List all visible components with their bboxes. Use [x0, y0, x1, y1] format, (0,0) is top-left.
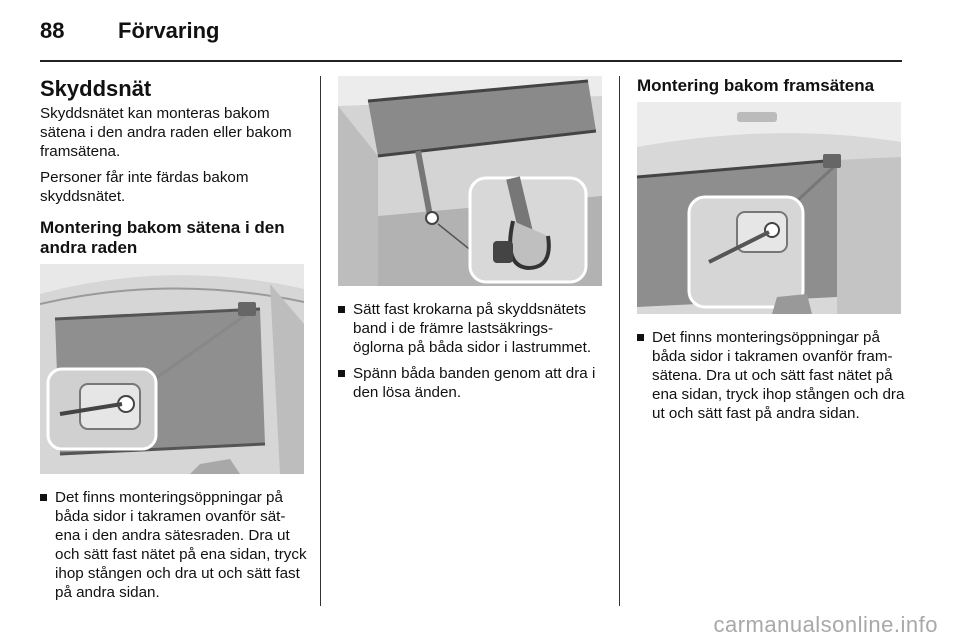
bullet-square-icon	[40, 494, 47, 501]
header-rule	[40, 60, 902, 62]
page-number: 88	[40, 18, 65, 43]
column-3	[637, 76, 905, 430]
instruction-list	[338, 300, 604, 402]
front-seats-mounting-illustration	[637, 102, 901, 314]
bullet-square-icon	[338, 370, 345, 377]
list-item	[338, 300, 604, 357]
column-divider-left	[320, 76, 321, 606]
column-2	[338, 76, 604, 409]
bullet-square-icon	[338, 306, 345, 313]
instruction-list	[637, 328, 905, 423]
list-item-text: Spänn båda banden genom att dra i den lösa änden.	[353, 365, 596, 401]
page-header	[0, 0, 960, 62]
column-divider-right	[619, 76, 620, 606]
subheading-second-row: Montering bakom sätena i den andra raden	[40, 218, 285, 257]
intro-paragraph: Skyddsnätet kan monteras bakom sätena i den andra raden eller bakom framsätena.	[40, 105, 292, 160]
bullet-square-icon	[637, 334, 644, 341]
list-item	[637, 328, 905, 423]
list-item	[40, 488, 308, 602]
list-item-text: Det finns monteringsöppningar på båda sidor i takramen ovanför sät- ena i den andra sätesraden. Dra ut och sätt fast nätet på ena sidan, tryck ihop stången och dra ut och sätt fast på andra sidan.	[55, 489, 307, 601]
column-1	[40, 76, 308, 609]
list-item	[338, 364, 604, 402]
chapter-title: Förvaring	[118, 18, 220, 43]
section-title: Skyddsnät	[40, 76, 152, 101]
subheading-front-seats: Montering bakom framsätena	[637, 76, 875, 95]
cargo-hook-illustration	[338, 76, 602, 286]
watermark-text: carmanualsonline.info	[713, 612, 938, 637]
list-item-text: Det finns monteringsöppningar på båda sidor i takramen ovanför fram- sätena. Dra ut och sätt fast nätet på ena sidan, tryck ihop stången och dra ut och sätt fast på andra sidan.	[652, 329, 905, 422]
instruction-list	[40, 488, 308, 602]
warning-paragraph: Personer får inte färdas bakom skyddsnätet.	[40, 169, 249, 205]
list-item-text: Sätt fast krokarna på skyddsnätets band i de främre lastsäkrings- öglorna på båda sidor i lastrummet.	[353, 301, 592, 356]
second-row-mounting-illustration	[40, 264, 304, 474]
